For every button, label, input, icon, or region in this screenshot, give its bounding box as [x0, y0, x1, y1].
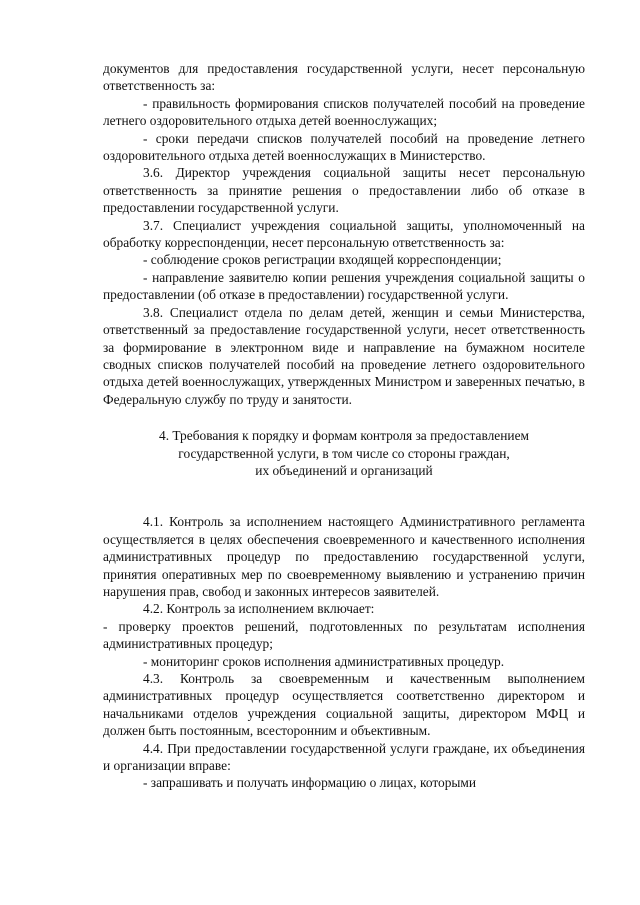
- section-4-heading: [103, 427, 585, 479]
- paragraph: - направление заявителю копии решения учреждения социальной защиты о предоставлении (об отказе в предоставлении) государственной услуги.: [103, 269, 585, 303]
- paragraph: - сроки передачи списков получателей пособий на проведение летнего оздоровительного отдыха детей военнослужащих в Министерство.: [103, 130, 585, 164]
- paragraph: 4.2. Контроль за исполнением включает:: [143, 601, 375, 617]
- paragraph: - мониторинг сроков исполнения административных процедур.: [143, 653, 505, 669]
- paragraph: 4.4. При предоставлении государственной услуги граждане, их объединения и организации вправе:: [103, 740, 585, 774]
- paragraph: 4.3. Контроль за своевременным и качественным выполнением административных процедур осуществляется соответственно директором и начальниками отделов учреждения социальной защиты, директором МФЦ и должен быть постоянным, всесторонним и объективным.: [103, 671, 585, 739]
- paragraph: 3.7. Специалист учреждения социальной защиты, уполномоченный на обработку корреспонденции, несет персональную ответственность за:: [103, 217, 585, 251]
- paragraph: документов для предоставления государственной услуги, несет персональную ответственность за:: [103, 61, 585, 94]
- document-page: [103, 60, 585, 792]
- heading-line-2: государственной услуги, в том числе со стороны граждан,: [178, 445, 510, 461]
- paragraph: - запрашивать и получать информацию о лицах, которыми: [143, 775, 477, 791]
- section-4-text: [103, 513, 585, 792]
- section-3-text: [103, 60, 585, 408]
- heading-line-3: их объединений и организаций: [255, 462, 433, 478]
- paragraph: - соблюдение сроков регистрации входящей корреспонденции;: [143, 252, 502, 268]
- paragraph: - правильность формирования списков получателей пособий на проведение летнего оздоровительного отдыха детей военнослужащих;: [103, 95, 585, 129]
- heading-line-1: 4. Требования к порядку и формам контроля за предоставлением: [159, 428, 529, 444]
- paragraph: 4.1. Контроль за исполнением настоящего Административного регламента осуществляется в целях обеспечения своевременного и качественного исполнения административных процедур по предоставлению государственной услуги, принятия оперативных мер по своевременному выявлению и устранению причин нарушения прав, свобод и законных интересов заявителей.: [103, 514, 585, 599]
- paragraph: 3.6. Директор учреждения социальной защиты несет персональную ответственность за принятие решения о предоставлении либо об отказе в предоставлении государственной услуги.: [103, 165, 585, 216]
- paragraph: - проверку проектов решений, подготовленных по результатам исполнения административных процедур;: [103, 618, 585, 652]
- paragraph: 3.8. Специалист отдела по делам детей, женщин и семьи Министерства, ответственный за предоставление государственной услуги, несет ответственность за формирование в электронном виде и направление на бумажном носителе сводных списков получателей пособий на проведение летнего оздоровительного отдыха детей военнослужащих, утвержденных Министром и заверенных печатью, в Федеральную службу по труду и занятости.: [103, 304, 585, 407]
